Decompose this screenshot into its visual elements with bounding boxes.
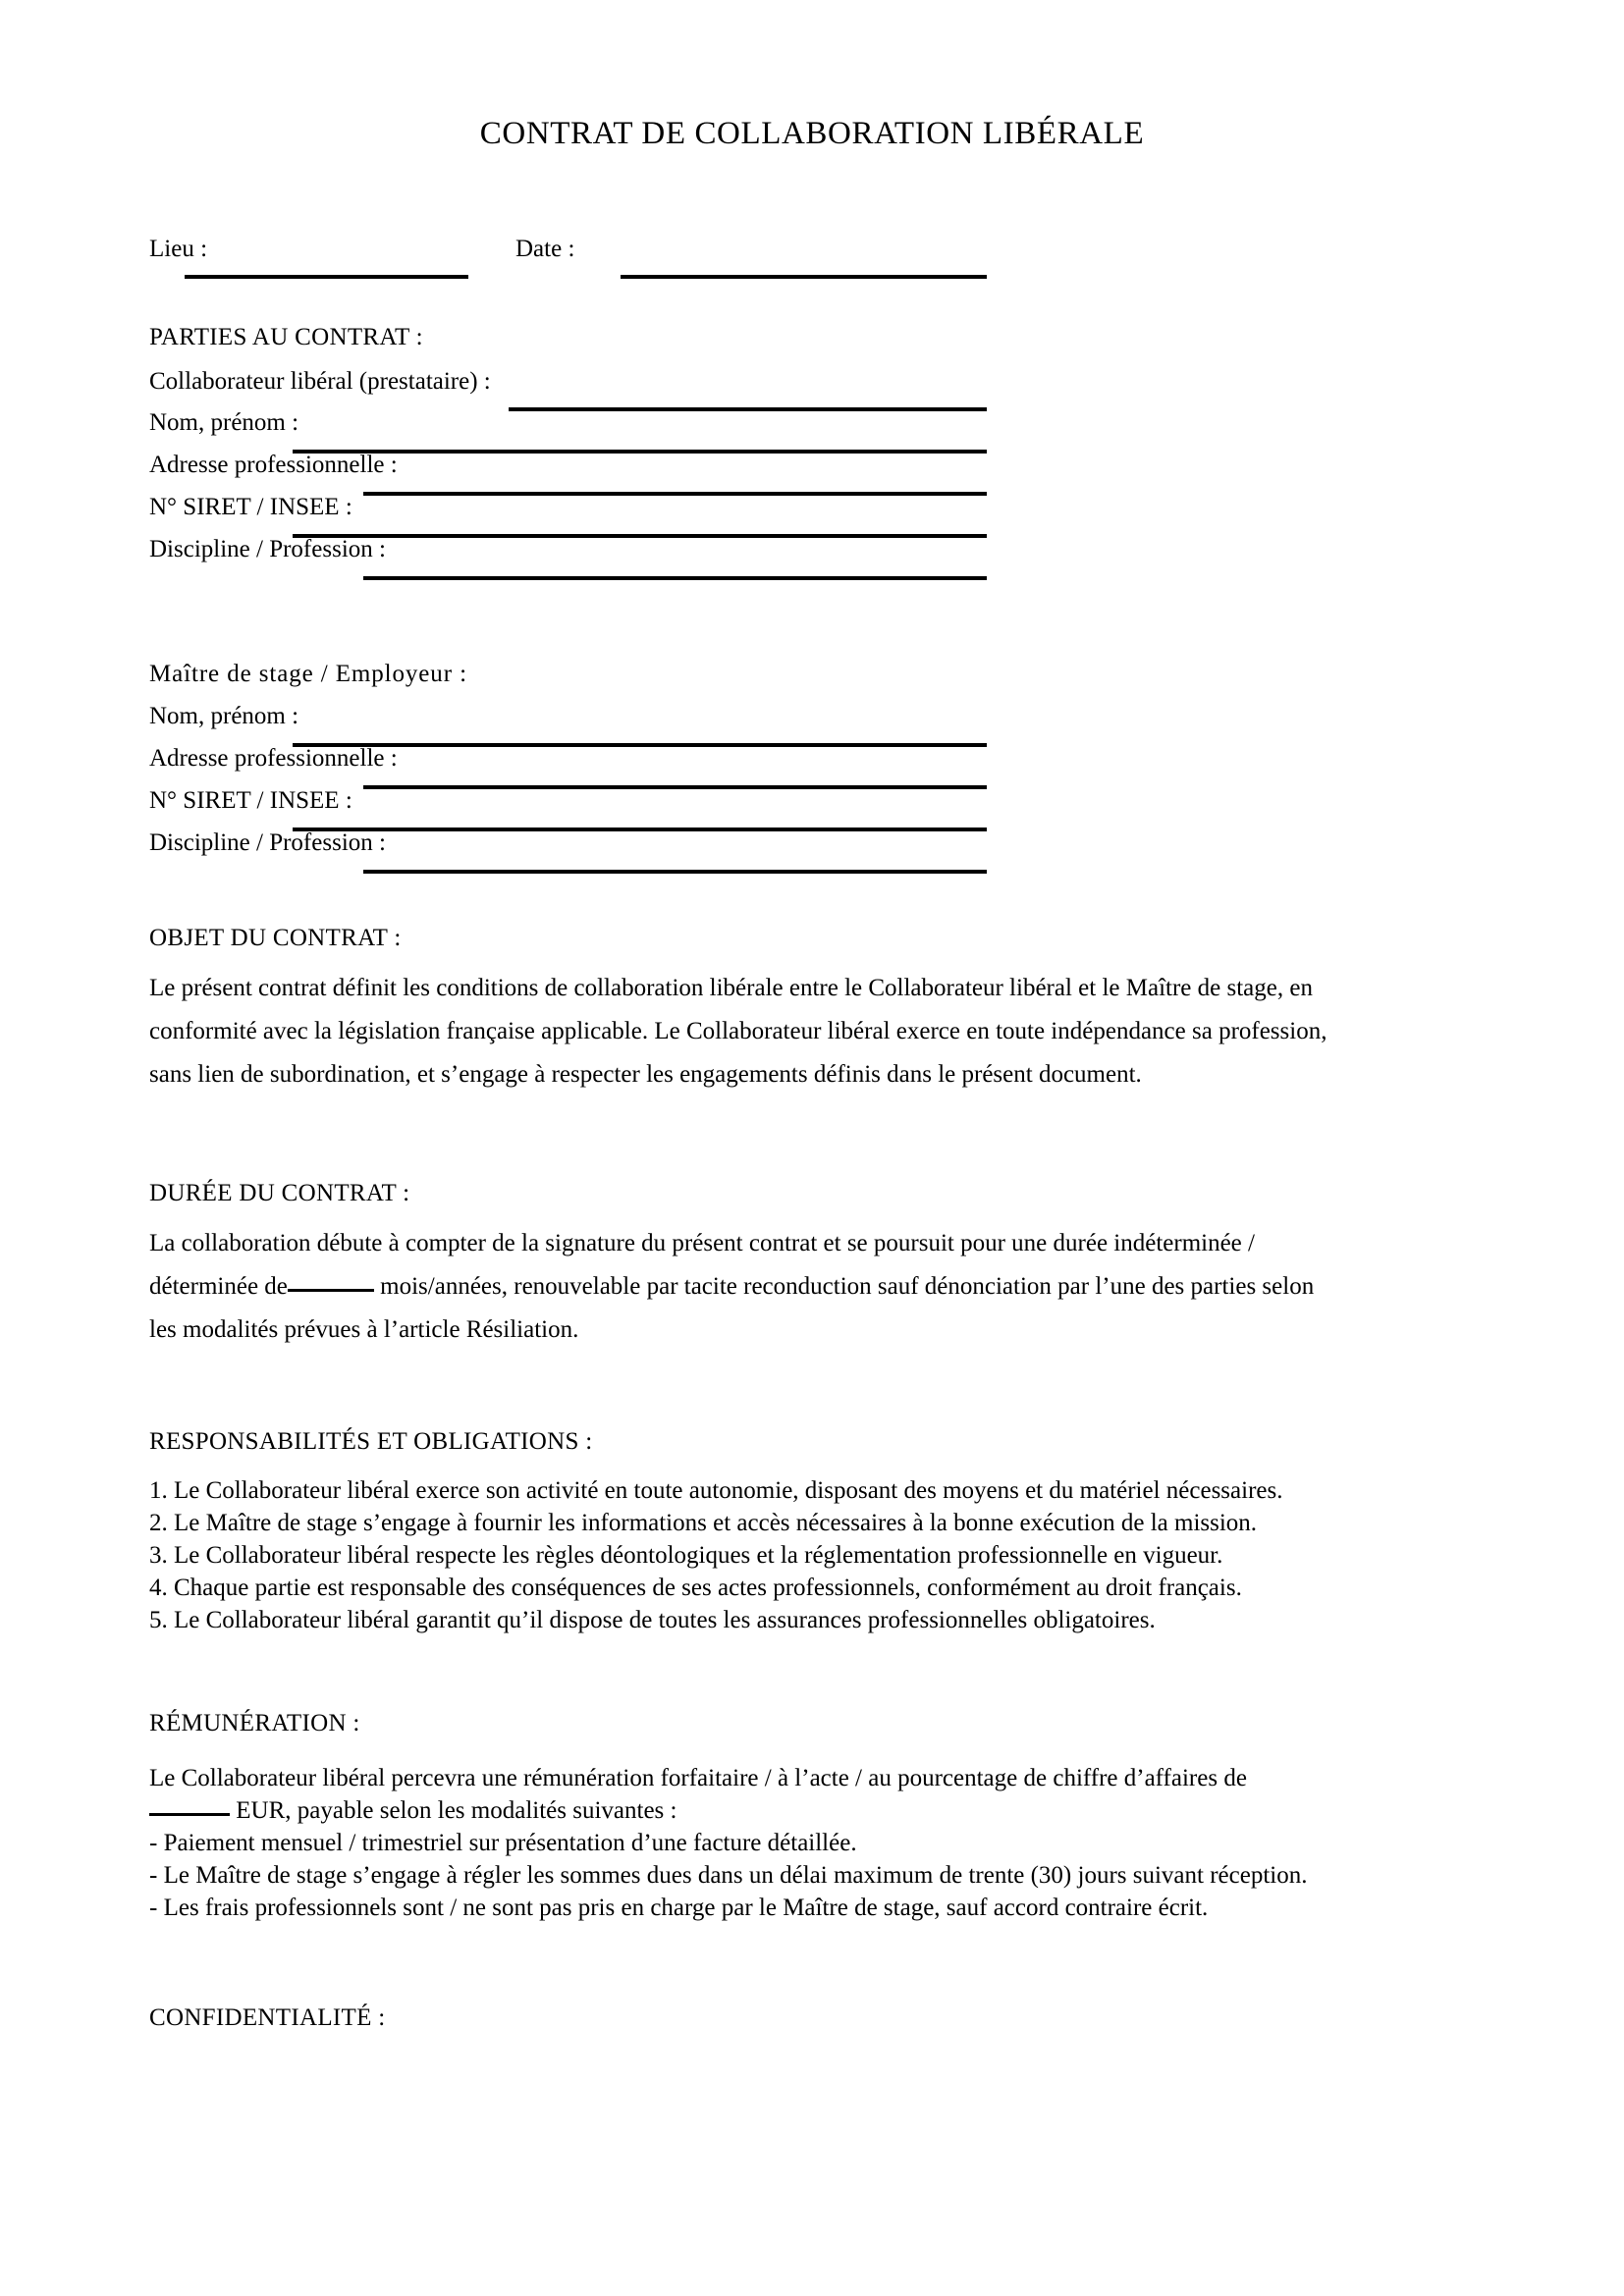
- list-item: - Paiement mensuel / trimestriel sur présentation d’une facture détaillée.: [149, 1830, 857, 1856]
- objet-line-1: Le présent contrat définit les conditions de collaboration libérale entre le Collaborateur libéral et le Maître de stage, en: [149, 975, 1313, 1001]
- duree-line-2: [149, 1265, 1455, 1308]
- duree-line-1: La collaboration débute à compter de la signature du présent contrat et se poursuit pour une durée indéterminée /: [149, 1230, 1255, 1256]
- list-item: 3. Le Collaborateur libéral respecte les règles déontologiques et la réglementation professionnelle en vigueur.: [149, 1542, 1223, 1569]
- employer-fullname-label: Nom, prénom :: [149, 703, 299, 729]
- responsabilites-heading: RESPONSABILITÉS ET OBLIGATIONS :: [149, 1428, 593, 1455]
- date-label: Date :: [515, 236, 575, 262]
- list-item: - Les frais professionnels sont / ne sont pas pris en charge par le Maître de stage, sauf accord contraire écrit.: [149, 1895, 1209, 1921]
- employer-address-rule[interactable]: [363, 785, 987, 789]
- employer-heading: Maître de stage / Employeur :: [149, 661, 467, 687]
- employer-discipline-label: Discipline / Profession :: [149, 829, 386, 856]
- objet-line-2: conformité avec la législation française applicable. Le Collaborateur libéral exerce en toute indépendance sa profession,: [149, 1018, 1327, 1044]
- remuneration-line-2-after: EUR, payable selon les modalités suivantes :: [236, 1797, 677, 1824]
- list-item: 4. Chaque partie est responsable des conséquences de ses actes professionnels, conformément au droit français.: [149, 1575, 1242, 1601]
- objet-body: [149, 967, 1445, 1096]
- collaborator-discipline-label: Discipline / Profession :: [149, 536, 386, 562]
- collaborator-address-rule[interactable]: [363, 492, 987, 496]
- employer-siret-rule[interactable]: [293, 828, 987, 831]
- collaborator-siret-rule[interactable]: [293, 534, 987, 538]
- collaborator-fullname-label: Nom, prénom :: [149, 409, 299, 436]
- objet-heading: OBJET DU CONTRAT :: [149, 925, 402, 951]
- objet-line-3: sans lien de subordination, et s’engage à respecter les engagements définis dans le présent document.: [149, 1061, 1142, 1088]
- collaborator-discipline-rule[interactable]: [363, 576, 987, 580]
- duree-line-2-before: déterminée de: [149, 1273, 288, 1300]
- list-item: 5. Le Collaborateur libéral garantit qu’il dispose de toutes les assurances professionnelles obligatoires.: [149, 1607, 1156, 1633]
- collaborator-heading: Collaborateur libéral (prestataire) :: [149, 368, 491, 395]
- collaborator-siret-label: N° SIRET / INSEE :: [149, 494, 352, 520]
- place-input-rule[interactable]: [185, 275, 468, 279]
- remuneration-heading: RÉMUNÉRATION :: [149, 1710, 360, 1736]
- collaborator-address-label: Adresse professionnelle :: [149, 452, 398, 478]
- list-item: - Le Maître de stage s’engage à régler les sommes dues dans un délai maximum de trente (30) jours suivant réception.: [149, 1862, 1308, 1889]
- parties-heading: PARTIES AU CONTRAT :: [149, 324, 423, 350]
- duree-months-blank[interactable]: [288, 1289, 374, 1292]
- remuneration-body: [149, 1762, 1307, 1924]
- date-input-rule[interactable]: [621, 275, 987, 279]
- list-item: 2. Le Maître de stage s’engage à fournir les informations et accès nécessaires à la bonne exécution de la mission.: [149, 1510, 1258, 1536]
- confidentialite-heading: CONFIDENTIALITÉ :: [149, 2004, 386, 2031]
- list-item: 1. Le Collaborateur libéral exerce son activité en toute autonomie, disposant des moyens et du matériel nécessaires.: [149, 1477, 1283, 1504]
- employer-discipline-rule[interactable]: [363, 870, 987, 874]
- duree-line-3: les modalités prévues à l’article Résiliation.: [149, 1316, 579, 1343]
- employer-siret-label: N° SIRET / INSEE :: [149, 787, 352, 814]
- collaborator-name-header-rule[interactable]: [509, 407, 987, 411]
- duree-line-2-after: mois/années, renouvelable par tacite reconduction sauf dénonciation par l’une des parties selon: [380, 1273, 1315, 1300]
- duree-heading: DURÉE DU CONTRAT :: [149, 1180, 410, 1206]
- responsabilites-list: [149, 1474, 1282, 1636]
- employer-address-label: Adresse professionnelle :: [149, 745, 398, 772]
- remuneration-line-1: Le Collaborateur libéral percevra une rémunération forfaitaire / à l’acte / au pourcentage de chiffre d’affaires de: [149, 1765, 1247, 1791]
- page-title: CONTRAT DE COLLABORATION LIBÉRALE: [479, 116, 1145, 151]
- remuneration-line-2: [149, 1794, 1307, 1827]
- remuneration-amount-blank[interactable]: [149, 1813, 230, 1816]
- place-label: Lieu :: [149, 236, 208, 262]
- duree-body: [149, 1222, 1455, 1352]
